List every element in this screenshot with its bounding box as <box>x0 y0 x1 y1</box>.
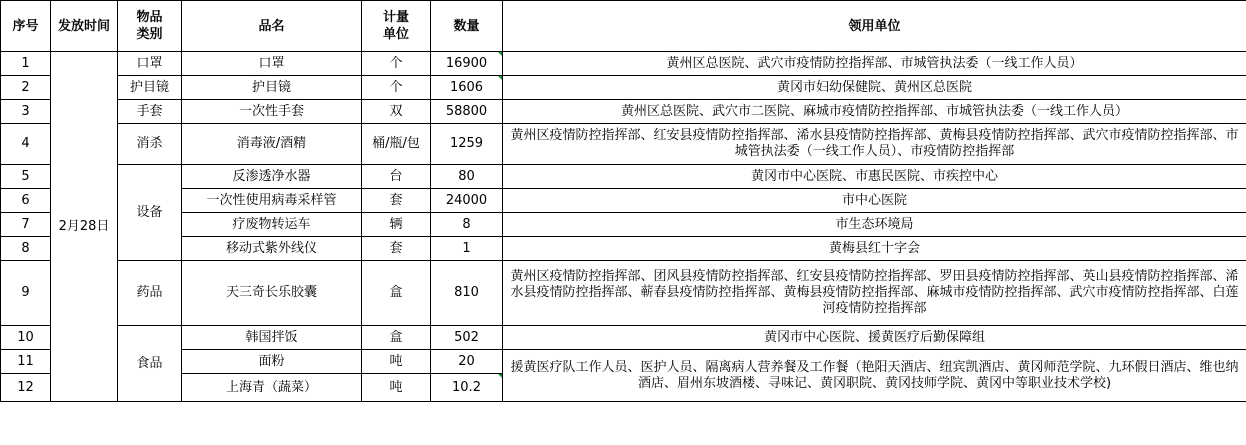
qty-value: 1259 <box>449 136 484 151</box>
name-cell: 一次性使用病毒采样管 <box>182 189 362 213</box>
table-row <box>1 100 1246 124</box>
category-cell: 口罩 <box>118 52 182 76</box>
qty-value: 16900 <box>445 55 488 71</box>
unit-cell: 个 <box>362 76 431 100</box>
qty-cell <box>431 213 503 237</box>
table-row <box>1 165 1246 189</box>
qty-cell <box>431 165 503 189</box>
table-row <box>1 326 1246 350</box>
category-cell: 护目镜 <box>118 76 182 100</box>
recipients-cell: 黄州区总医院、武穴市二医院、麻城市疫情防控指挥部、市城管执法委（一线工作人员） <box>503 100 1246 124</box>
table-row <box>1 237 1246 261</box>
header-name: 品名 <box>182 1 362 52</box>
table-row <box>1 350 1246 374</box>
seq-cell: 5 <box>1 165 51 189</box>
qty-cell <box>431 52 503 76</box>
qty-cell <box>431 350 503 374</box>
qty-cell <box>431 237 503 261</box>
recipients-cell: 黄冈市妇幼保健院、黄州区总医院 <box>503 76 1246 100</box>
seq-cell: 3 <box>1 100 51 124</box>
qty-cell <box>431 374 503 402</box>
table-row <box>1 213 1246 237</box>
comment-marker <box>498 76 502 80</box>
recipients-cell: 援黄医疗队工作人员、医护人员、隔离病人营养餐及工作餐（艳阳天酒店、纽宾凯酒店、黄冈师范学院、九环假日酒店、维也纳酒店、眉州东坡酒楼、寻味记、黄冈职院、黄冈技师学院、黄冈中等职业技术学校) <box>503 350 1246 402</box>
name-cell: 护目镜 <box>182 76 362 100</box>
category-cell: 食品 <box>118 326 182 402</box>
qty-value: 502 <box>454 329 479 345</box>
qty-value: 80 <box>458 168 475 184</box>
qty-value: 20 <box>458 353 475 369</box>
recipients-cell: 市中心医院 <box>503 189 1246 213</box>
seq-cell: 11 <box>1 350 51 374</box>
qty-value: 24000 <box>445 192 488 208</box>
seq-cell: 9 <box>1 261 51 326</box>
recipients-cell: 黄冈市中心医院、援黄医疗后勤保障组 <box>503 326 1246 350</box>
recipients-cell: 市生态环境局 <box>503 213 1246 237</box>
seq-cell: 1 <box>1 52 51 76</box>
seq-cell: 6 <box>1 189 51 213</box>
unit-cell: 套 <box>362 189 431 213</box>
comment-marker <box>498 374 502 378</box>
recipients-cell: 黄州区疫情防控指挥部、红安县疫情防控指挥部、浠水县疫情防控指挥部、黄梅县疫情防控指挥部、武穴市疫情防控指挥部、市城管执法委（一线工作人员）、市疫情防控指挥部 <box>503 124 1246 165</box>
name-cell: 疗废物转运车 <box>182 213 362 237</box>
seq-cell: 4 <box>1 124 51 165</box>
unit-cell: 台 <box>362 165 431 189</box>
name-cell: 口罩 <box>182 52 362 76</box>
unit-cell: 吨 <box>362 374 431 402</box>
unit-cell: 双 <box>362 100 431 124</box>
recipients-cell: 黄梅县红十字会 <box>503 237 1246 261</box>
name-cell: 反渗透净水器 <box>182 165 362 189</box>
unit-cell: 桶/瓶/包 <box>362 124 431 165</box>
seq-cell: 12 <box>1 374 51 402</box>
seq-cell: 2 <box>1 76 51 100</box>
qty-value: 58800 <box>445 103 488 119</box>
qty-value: 810 <box>454 285 479 300</box>
header-category: 物品 类别 <box>118 1 182 52</box>
header-unit: 计量 单位 <box>362 1 431 52</box>
table-row <box>1 189 1246 213</box>
comment-marker <box>498 52 502 56</box>
name-cell: 消毒液/酒精 <box>182 124 362 165</box>
name-cell: 移动式紫外线仪 <box>182 237 362 261</box>
recipients-cell: 黄州区总医院、武穴市疫情防控指挥部、市城管执法委（一线工作人员） <box>503 52 1246 76</box>
category-cell: 手套 <box>118 100 182 124</box>
name-cell: 面粉 <box>182 350 362 374</box>
qty-value: 8 <box>462 216 471 232</box>
qty-cell <box>431 326 503 350</box>
qty-value: 10.2 <box>452 379 481 395</box>
unit-cell: 套 <box>362 237 431 261</box>
unit-cell: 盒 <box>362 261 431 326</box>
unit-cell: 盒 <box>362 326 431 350</box>
category-cell: 药品 <box>118 261 182 326</box>
unit-cell: 吨 <box>362 350 431 374</box>
header-date: 发放时间 <box>51 1 118 52</box>
seq-cell: 10 <box>1 326 51 350</box>
recipients-cell: 黄州区疫情防控指挥部、团风县疫情防控指挥部、红安县疫情防控指挥部、罗田县疫情防控指挥部、英山县疫情防控指挥部、浠水县疫情防控指挥部、蕲春县疫情防控指挥部、黄梅县疫情防控指挥部、麻城市疫情防控指挥部、武穴市疫情防控指挥部、白莲河疫情防控指挥部 <box>503 261 1246 326</box>
qty-value: 1 <box>462 240 471 256</box>
seq-cell: 7 <box>1 213 51 237</box>
qty-cell <box>431 124 503 165</box>
category-cell: 设备 <box>118 165 182 261</box>
qty-cell <box>431 261 503 326</box>
table-row <box>1 261 1246 326</box>
header-qty: 数量 <box>431 1 503 52</box>
qty-cell <box>431 76 503 100</box>
date-cell: 2月28日 <box>51 52 118 402</box>
name-cell: 天三奇长乐胶囊 <box>182 261 362 326</box>
qty-cell <box>431 100 503 124</box>
table-row <box>1 76 1246 100</box>
category-cell: 消杀 <box>118 124 182 165</box>
qty-value: 1606 <box>449 79 484 95</box>
header-recipients: 领用单位 <box>503 1 1246 52</box>
recipients-cell: 黄冈市中心医院、市惠民医院、市疾控中心 <box>503 165 1246 189</box>
table-row <box>1 52 1246 76</box>
header-row <box>1 1 1246 52</box>
seq-cell: 8 <box>1 237 51 261</box>
name-cell: 上海青（蔬菜） <box>182 374 362 402</box>
header-seq: 序号 <box>1 1 51 52</box>
name-cell: 韩国拌饭 <box>182 326 362 350</box>
unit-cell: 辆 <box>362 213 431 237</box>
table-row <box>1 124 1246 165</box>
name-cell: 一次性手套 <box>182 100 362 124</box>
qty-cell <box>431 189 503 213</box>
unit-cell: 个 <box>362 52 431 76</box>
